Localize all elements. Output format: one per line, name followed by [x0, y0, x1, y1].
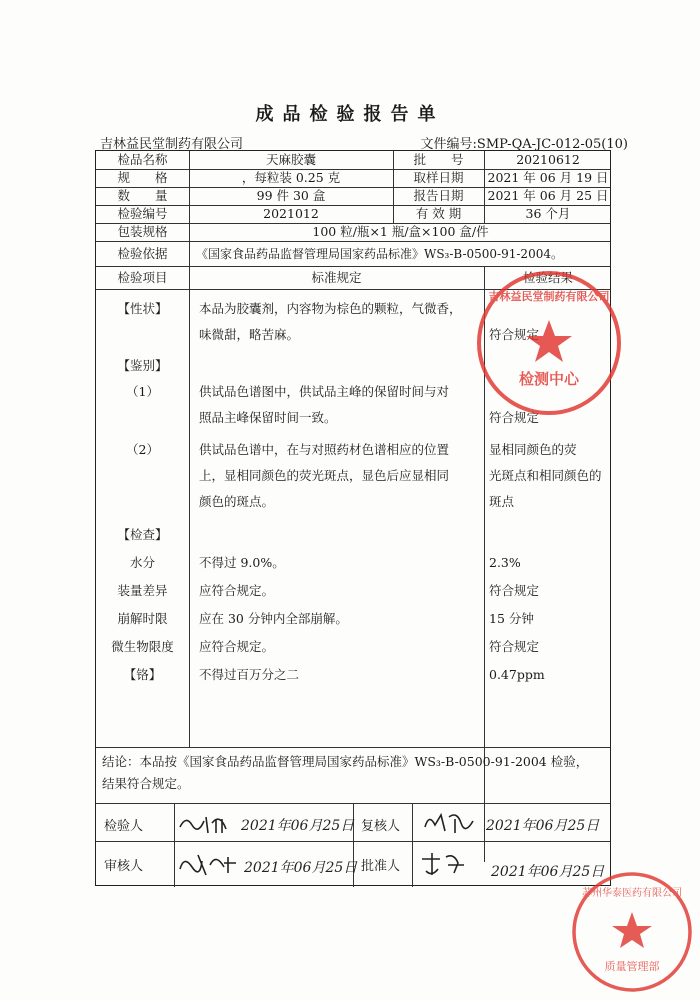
check-label: 【检查】 — [117, 527, 168, 542]
test-no-label: 检验编号 — [117, 206, 168, 221]
character-result: 符合规定 — [489, 327, 540, 342]
sample-date-value: 2021 年 06 月 19 日 — [487, 170, 609, 185]
product-label: 检品名称 — [117, 152, 168, 167]
micro-std: 应符合规定。 — [199, 639, 275, 654]
character-std-1: 本品为胶囊剂，内容物为棕色的颗粒，气微香， — [199, 301, 462, 316]
report-date-label: 报告日期 — [413, 188, 464, 203]
id1-label: （1） — [126, 384, 159, 399]
approver-date: 2021年06月25日 — [491, 864, 605, 880]
weight-result: 符合规定 — [489, 583, 540, 598]
character-label: 【性状】 — [117, 301, 168, 316]
approver-label: 批准人 — [361, 859, 401, 874]
weight-label: 装量差异 — [117, 583, 168, 598]
disint-label: 崩解时限 — [117, 611, 168, 626]
company-seal-icon — [474, 268, 624, 418]
reviewer-date: 2021年06月25日 — [486, 818, 600, 834]
qty-value: 99 件 30 盒 — [256, 188, 326, 203]
weight-std: 应符合规定。 — [199, 583, 275, 598]
water-label: 水分 — [129, 555, 155, 570]
header-item: 检验项目 — [117, 270, 168, 285]
id2-result-3: 斑点 — [489, 494, 515, 509]
corner-seal-icon — [568, 868, 696, 996]
id1-std-2: 照品主峰保留时间一致。 — [199, 410, 337, 425]
auditor-date: 2021年06月25日 — [244, 860, 358, 876]
report-title: 成品检验报告单 — [255, 104, 445, 125]
basis-value: 《国家食品药品监督管理局国家药品标准》WS₃-B-0500-91-2004。 — [196, 247, 563, 261]
water-std: 不得过 9.0%。 — [199, 555, 285, 570]
id2-std-1: 供试品色谱中，在与对照药材色谱相应的位置 — [199, 442, 450, 457]
reviewer-label: 复核人 — [361, 819, 401, 834]
report-date-value: 2021 年 06 月 25 日 — [487, 188, 609, 203]
validity-label: 有 效 期 — [415, 206, 462, 221]
basis-label: 检验依据 — [117, 246, 168, 261]
company-name: 吉林益民堂制药有限公司 — [100, 137, 244, 152]
disint-std: 应在 30 分钟内全部崩解。 — [199, 611, 348, 626]
batch-value: 20210612 — [516, 152, 580, 167]
reviewer-signature — [421, 809, 477, 837]
svg-text:质量管理部: 质量管理部 — [604, 960, 660, 973]
conclusion-line-1: 结论：本品按《国家食品药品监督管理局国家药品标准》WS₃-B-0500-91-2004 检验， — [102, 754, 589, 769]
qty-label: 数 量 — [117, 188, 168, 203]
svg-text:吉林益民堂制药有限公司: 吉林益民堂制药有限公司 — [488, 290, 610, 303]
inspector-date: 2021年06月25日 — [241, 818, 355, 834]
conclusion-line-2: 结果符合规定。 — [102, 776, 190, 791]
id2-std-3: 颜色的斑点。 — [199, 494, 275, 509]
validity-value: 36 个月 — [525, 206, 571, 221]
chromium-label: 【铬】 — [123, 667, 162, 682]
spec-label: 规 格 — [117, 170, 168, 185]
header-standard: 标准规定 — [311, 270, 362, 285]
water-result: 2.3% — [489, 555, 521, 570]
character-std-2: 味微甜，略苦麻。 — [199, 327, 300, 342]
id1-std-1: 供试品色谱图中，供试品主峰的保留时间与对 — [199, 384, 450, 399]
sample-date-label: 取样日期 — [413, 170, 464, 185]
id2-result-1: 显相同颜色的荧 — [489, 442, 577, 457]
document-number: 文件编号:SMP-QA-JC-012-05(10) — [420, 137, 628, 152]
svg-text:检测中心: 检测中心 — [518, 370, 580, 388]
test-no-value: 2021012 — [263, 206, 319, 221]
auditor-label: 审核人 — [104, 859, 144, 874]
package-value: 100 粒/瓶×1 瓶/盒×100 盒/件 — [312, 224, 489, 239]
inspector-label: 检验人 — [104, 819, 144, 834]
package-label: 包装规格 — [117, 224, 168, 239]
svg-text:苏州华泰医药有限公司: 苏州华泰医药有限公司 — [582, 888, 682, 899]
micro-label: 微生物限度 — [111, 639, 174, 654]
id1-result: 符合规定 — [489, 410, 540, 425]
product-value: 天麻胶囊 — [265, 152, 316, 167]
header-result: 检验结果 — [522, 270, 573, 285]
chromium-std: 不得过百万分之二 — [199, 667, 300, 682]
disint-result: 15 分钟 — [489, 611, 534, 626]
spec-value: ，每粒装 0.25 克 — [241, 170, 341, 185]
report-table — [95, 150, 611, 886]
id2-result-2: 光斑点和相同颜色的 — [489, 468, 602, 483]
auditor-signature — [176, 849, 240, 879]
batch-label: 批 号 — [413, 152, 464, 167]
identify-label: 【鉴别】 — [117, 358, 168, 373]
id2-label: （2） — [126, 442, 159, 457]
id2-std-2: 上，显相同颜色的荧光斑点，显色后应显相同 — [199, 468, 450, 483]
chromium-result: 0.47ppm — [489, 667, 545, 682]
inspector-signature — [176, 811, 236, 837]
micro-result: 符合规定 — [489, 639, 540, 654]
approver-signature — [418, 849, 468, 879]
